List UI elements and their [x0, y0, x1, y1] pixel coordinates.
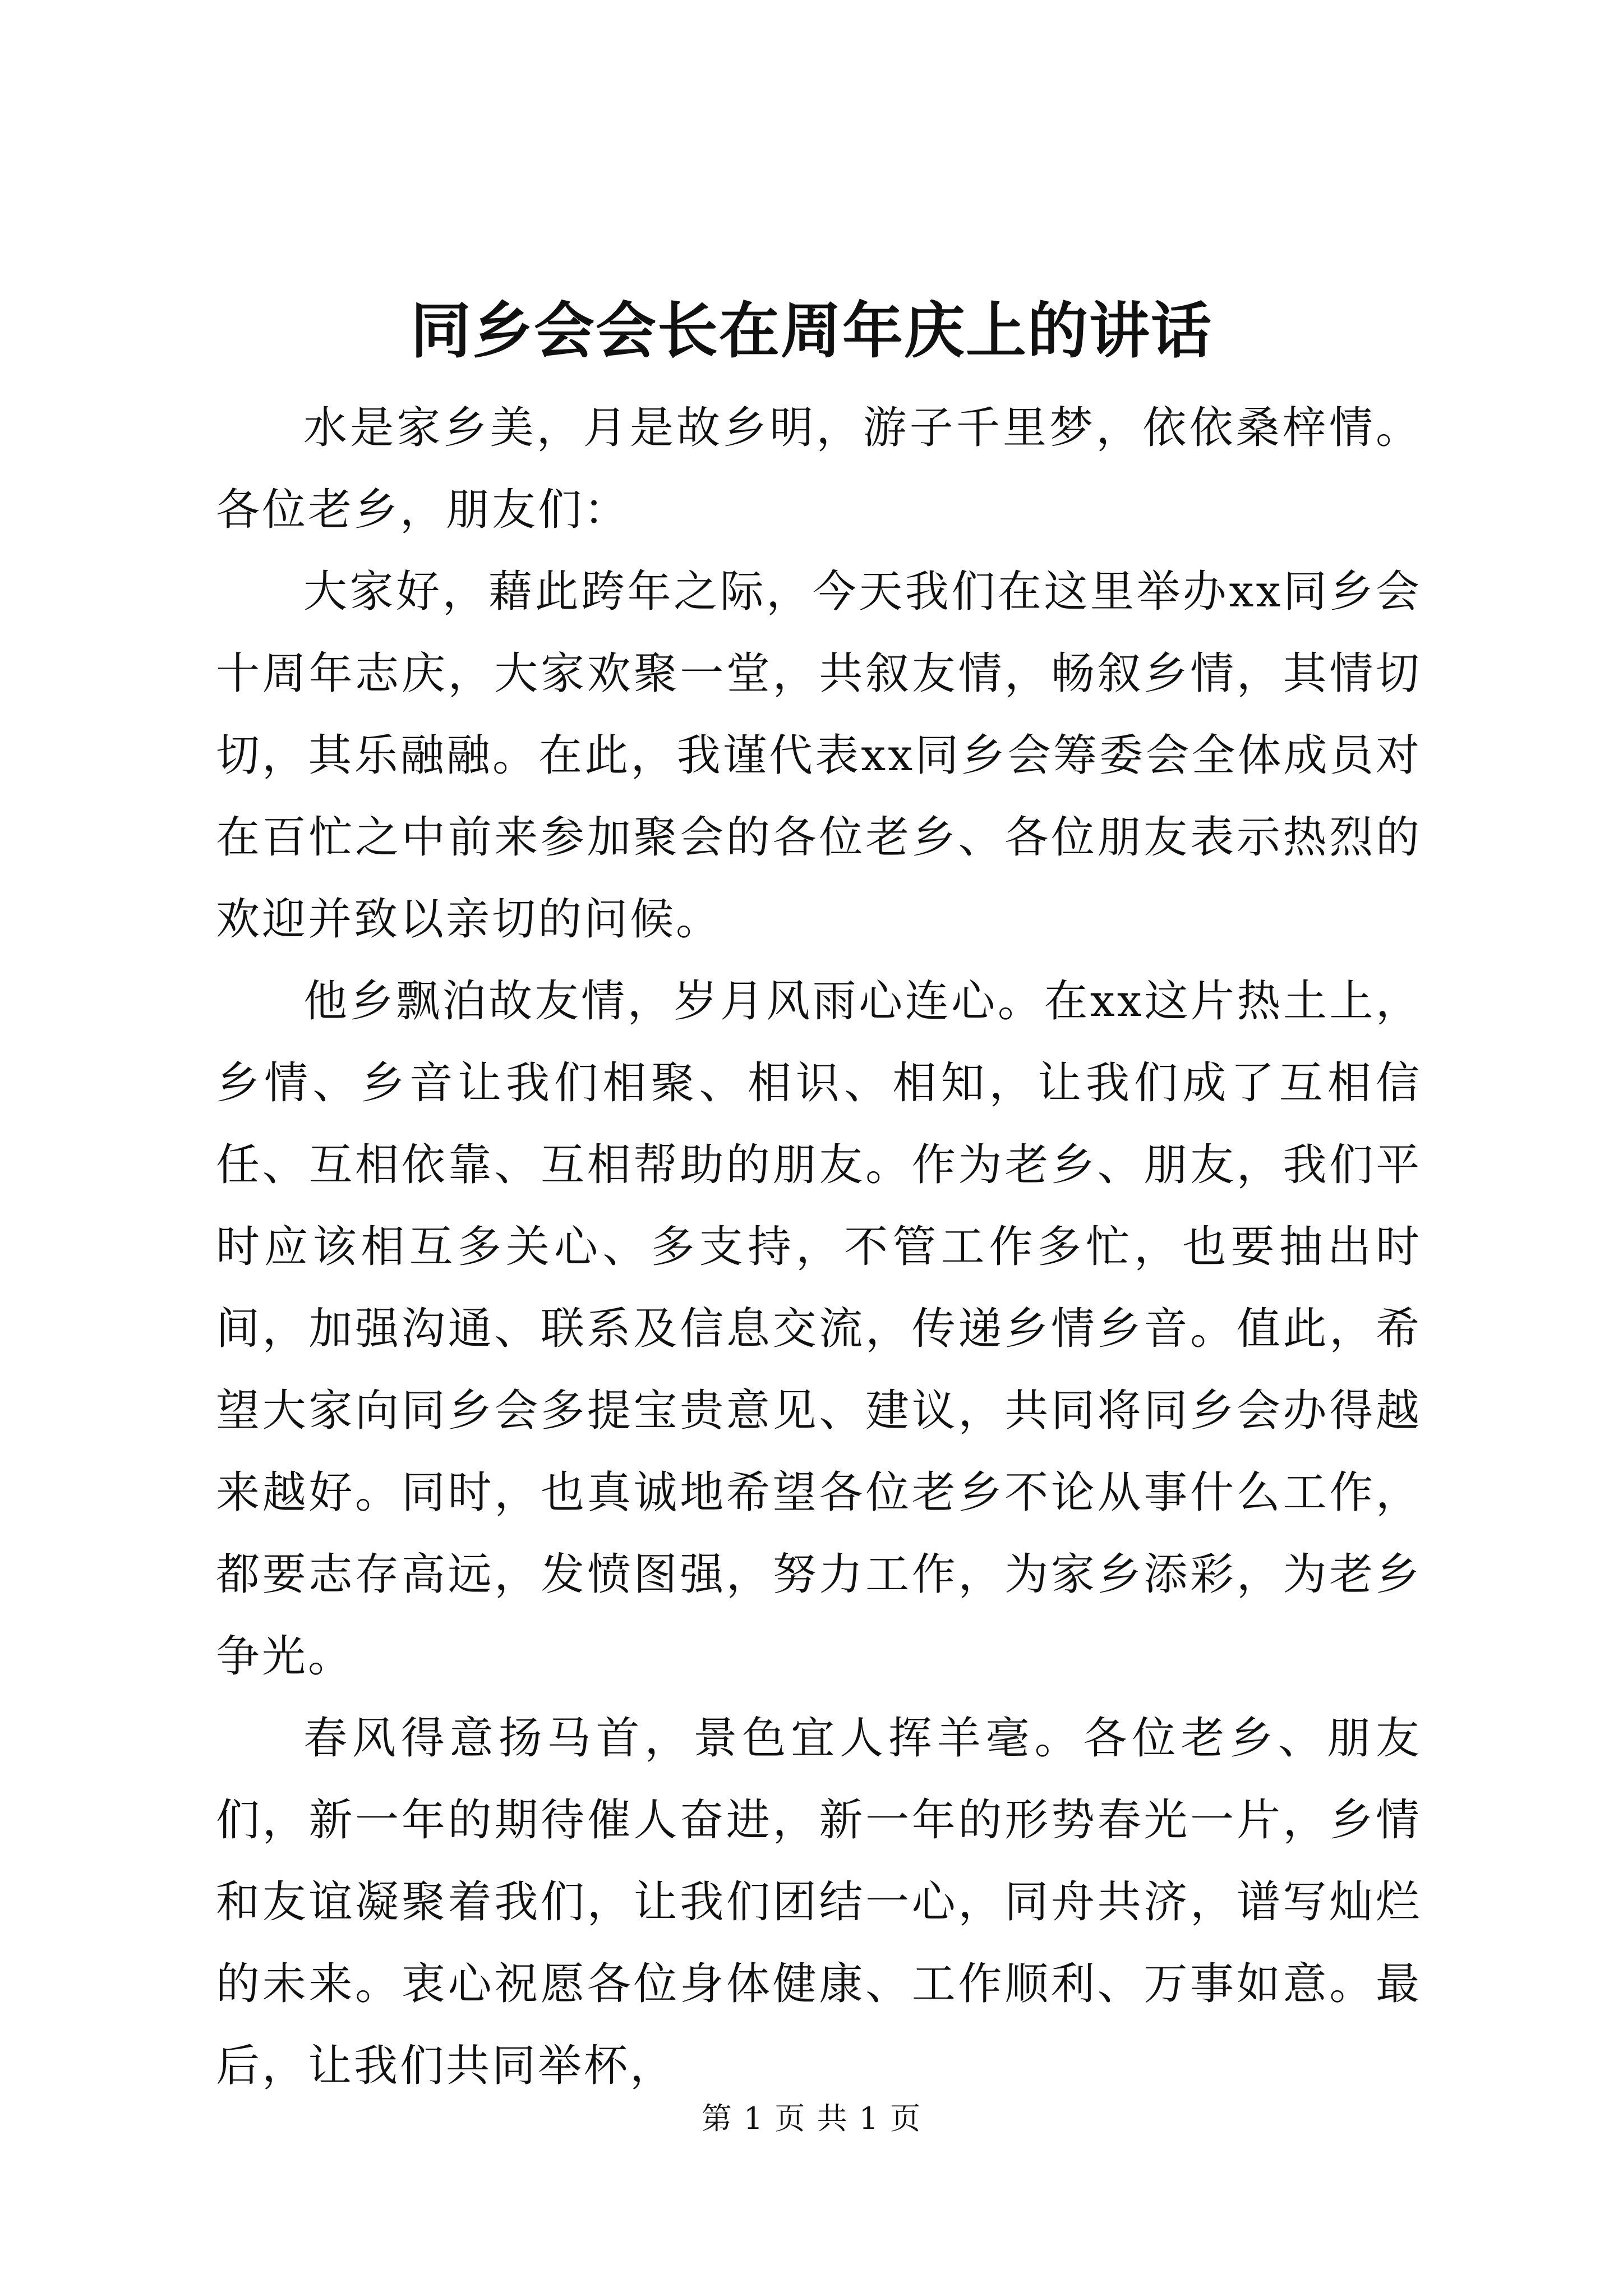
page-number-footer: 第 1 页 共 1 页 [701, 2101, 922, 2136]
document-title: 同乡会会长在周年庆上的讲话 [410, 296, 1212, 366]
document-body [216, 387, 1422, 2107]
paragraph-welcome: 大家好，藉此跨年之际，今天我们在这里举办xx同乡会十周年志庆，大家欢聚一堂，共叙友情，畅叙乡情，其情切切，其乐融融。在此，我谨代表xx同乡会筹委会全体成员对在百忙之中前来参加聚会的各位老乡、各位朋友表示热烈的欢迎并致以亲切的问候。 [216, 567, 1422, 945]
paragraph-greeting: 水是家乡美，月是故乡明，游子千里梦，依依桑梓情。各位老乡，朋友们： [216, 403, 1422, 535]
paragraph-closing: 春风得意扬马首，景色宜人挥羊毫。各位老乡、朋友们，新一年的期待催人奋进，新一年的形势春光一片，乡情和友谊凝聚着我们，让我们团结一心，同舟共济，谱写灿烂的未来。衷心祝愿各位身体健康、工作顺利、万事如意。最后，让我们共同举杯， [216, 1713, 1422, 2091]
paragraph-friendship: 他乡飘泊故友情，岁月风雨心连心。在xx这片热土上，乡情、乡音让我们相聚、相识、相知，让我们成了互相信任、互相依靠、互相帮助的朋友。作为老乡、朋友，我们平时应该相互多关心、多支持，不管工作多忙，也要抽出时间，加强沟通、联系及信息交流，传递乡情乡音。值此，希望大家向同乡会多提宝贵意见、建议，共同将同乡会办得越来越好。同时，也真诚地希望各位老乡不论从事什么工作，都要志存高远，发愤图强，努力工作，为家乡添彩，为老乡争光。 [216, 976, 1422, 1682]
